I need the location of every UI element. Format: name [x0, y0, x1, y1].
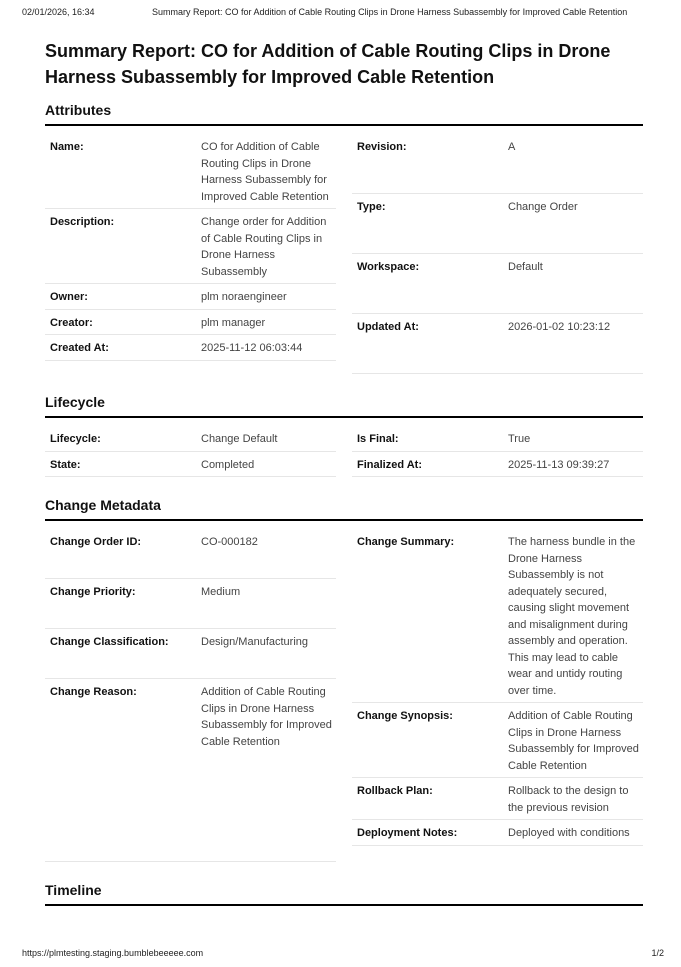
lifecycle-row-state	[45, 452, 336, 478]
attributes-section	[45, 102, 643, 374]
attribute-row-revision	[352, 134, 643, 194]
field-label: Change Classification:	[50, 636, 169, 648]
field-value: Rollback to the design to the previous revision	[508, 785, 629, 814]
field-value: Addition of Cable Routing Clips in Drone Harness Subassembly for Improved Cable Retention	[508, 710, 639, 772]
field-label: Updated At:	[357, 321, 419, 333]
lifecycle-row-lifecycle	[45, 426, 336, 452]
lifecycle-row-is-final	[352, 426, 643, 452]
lifecycle-section	[45, 394, 643, 477]
print-title: Summary Report: CO for Addition of Cable Routing Clips in Drone Harness Subassembly for Improved Cable Retention	[152, 7, 628, 17]
report-title: Summary Report: CO for Addition of Cable Routing Clips in Drone Harness Subassembly for Improved Cable Retention	[45, 41, 611, 87]
field-value: 2025-11-13 09:39:27	[508, 458, 610, 471]
field-label: Name:	[50, 141, 84, 153]
field-value: Change Order	[508, 201, 578, 213]
field-label: Rollback Plan:	[357, 785, 433, 797]
field-label: Finalized At:	[357, 458, 422, 471]
field-label: Deployment Notes:	[357, 827, 458, 839]
attribute-row-type	[352, 194, 643, 254]
field-value: 2025-11-12 06:03:44	[201, 342, 303, 354]
field-label: Owner:	[50, 291, 88, 303]
field-label: Type:	[357, 201, 386, 213]
change-row-rollback-plan	[352, 778, 643, 820]
field-label: Creator:	[50, 316, 93, 329]
lifecycle-right-column	[352, 426, 643, 477]
field-value: Design/Manufacturing	[201, 636, 309, 648]
change-metadata-right-column	[352, 529, 643, 862]
field-value: CO-000182	[201, 536, 258, 548]
field-value: plm noraengineer	[201, 291, 287, 303]
change-row-priority	[45, 579, 336, 629]
field-label: Change Priority:	[50, 586, 136, 598]
change-metadata-section	[45, 497, 643, 862]
attribute-row-created-at	[45, 335, 336, 361]
field-value: CO for Addition of Cable Routing Clips in Drone Harness Subassembly for Improved Cable Retention	[201, 141, 329, 203]
section-heading-lifecycle: Lifecycle	[45, 394, 643, 418]
field-value: plm manager	[201, 316, 266, 329]
change-metadata-left-column	[45, 529, 336, 862]
section-heading-attributes: Attributes	[45, 102, 643, 126]
field-value: Medium	[201, 586, 241, 598]
change-row-deployment-notes	[352, 820, 643, 846]
field-label: Description:	[50, 216, 115, 228]
attribute-row-workspace	[352, 254, 643, 314]
attribute-row-owner	[45, 284, 336, 310]
change-row-order-id	[45, 529, 336, 579]
field-label: Change Order ID:	[50, 536, 142, 548]
field-value: Completed	[201, 458, 255, 471]
field-value: Change order for Addition of Cable Routing Clips in Drone Harness Subassembly	[201, 216, 327, 278]
field-value: Change Default	[201, 433, 278, 445]
attribute-row-updated-at	[352, 314, 643, 374]
report-content	[45, 38, 643, 926]
attribute-row-description	[45, 209, 336, 284]
section-heading-change-metadata: Change Metadata	[45, 497, 643, 521]
field-label: Change Synopsis:	[357, 710, 453, 722]
field-value: Addition of Cable Routing Clips in Drone Harness Subassembly for Improved Cable Retention	[201, 686, 332, 748]
attribute-row-creator	[45, 310, 336, 336]
lifecycle-left-column	[45, 426, 336, 477]
print-url: https://plmtesting.staging.bumblebeeeee.com	[22, 948, 204, 958]
section-heading-timeline: Timeline	[45, 882, 643, 906]
field-label: Change Summary:	[357, 536, 455, 548]
field-label: State:	[50, 458, 81, 471]
field-value: True	[508, 433, 531, 445]
field-label: Lifecycle:	[50, 433, 101, 445]
field-value: A	[508, 141, 516, 153]
print-footer	[0, 948, 681, 962]
field-label: Revision:	[357, 141, 407, 153]
change-row-summary	[352, 529, 643, 703]
print-date: 02/01/2026, 16:34	[22, 7, 95, 17]
change-row-classification	[45, 629, 336, 679]
attribute-row-name	[45, 134, 336, 209]
timeline-section	[45, 882, 643, 906]
change-row-synopsis	[352, 703, 643, 778]
page-number: 1/2	[651, 948, 664, 958]
change-row-reason	[45, 679, 336, 862]
field-value: The harness bundle in the Drone Harness Subassembly is not adequately secured, causing slight movement and misalignment during assembly and operation. This may lead to cable wear and untidy routing over time.	[508, 536, 636, 697]
field-label: Workspace:	[357, 261, 420, 273]
field-label: Created At:	[50, 342, 109, 354]
field-value: 2026-01-02 10:23:12	[508, 321, 611, 333]
field-value: Deployed with conditions	[508, 827, 630, 839]
print-header	[0, 7, 681, 21]
attributes-right-column	[352, 134, 643, 374]
lifecycle-row-finalized-at	[352, 452, 643, 478]
field-value: Default	[508, 261, 543, 273]
field-label: Is Final:	[357, 433, 399, 445]
attributes-left-column	[45, 134, 336, 374]
field-label: Change Reason:	[50, 686, 137, 698]
